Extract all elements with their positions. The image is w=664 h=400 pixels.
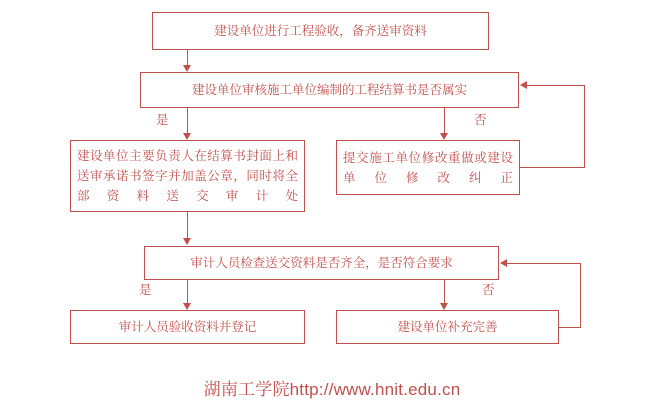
arrow-n2-n4 — [440, 133, 448, 140]
arrow-loop-to-n2 — [520, 81, 527, 89]
connector-n4-loop-out — [520, 167, 585, 168]
flow-node-rework-or-correct — [336, 140, 520, 195]
arrow-n3-n5 — [183, 238, 191, 245]
arrow-n5-n6 — [183, 303, 191, 310]
connector-n7-loop-out — [559, 327, 581, 328]
flow-node-audit-settlement — [140, 72, 519, 108]
flow-node-supplement — [336, 310, 559, 344]
connector-n7-loop-in — [507, 263, 581, 264]
flow-node-accept-and-register — [70, 310, 305, 344]
arrow-loop-to-n5 — [500, 259, 507, 267]
flow-node-sign-and-submit — [70, 140, 305, 212]
flow-node-verification-label: 建设单位进行工程验收，备齐送审资料 — [214, 23, 427, 38]
flow-node-accept-and-register-label: 审计人员验收资料并登记 — [118, 319, 257, 334]
edge-label-no-top: 否 — [474, 113, 487, 127]
flow-node-check-materials-label: 审计人员检查送交资料是否齐全，是否符合要求 — [190, 255, 453, 270]
arrow-n5-n7 — [440, 303, 448, 310]
arrow-n1-n2 — [183, 65, 191, 72]
footer-watermark: 湖南工学院http://www.hnit.edu.cn — [203, 380, 461, 399]
flow-node-audit-settlement-label: 建设单位审核施工单位编制的工程结算书是否属实 — [191, 82, 467, 97]
edge-label-no-bottom: 否 — [482, 283, 495, 297]
connector-n4-loop-in — [527, 85, 585, 86]
arrow-n2-n3 — [183, 133, 191, 140]
edge-label-yes-bottom: 是 — [139, 283, 152, 297]
flow-node-check-materials — [144, 246, 499, 280]
flow-node-verification — [152, 12, 489, 50]
edge-label-yes-top: 是 — [156, 113, 169, 127]
flow-node-supplement-label: 建设单位补充完善 — [397, 319, 498, 334]
connector-n4-loop-up — [584, 85, 585, 168]
flow-node-sign-and-submit-label: 建设单位主要负责人在结算书封面上和送审承诺书签字并加盖公章，同时将全部资料送交审计处 — [77, 149, 298, 203]
flow-node-rework-or-correct-label: 提交施工单位修改重做或建设单位修改纠正 — [343, 150, 513, 185]
connector-n7-loop-up — [580, 263, 581, 328]
